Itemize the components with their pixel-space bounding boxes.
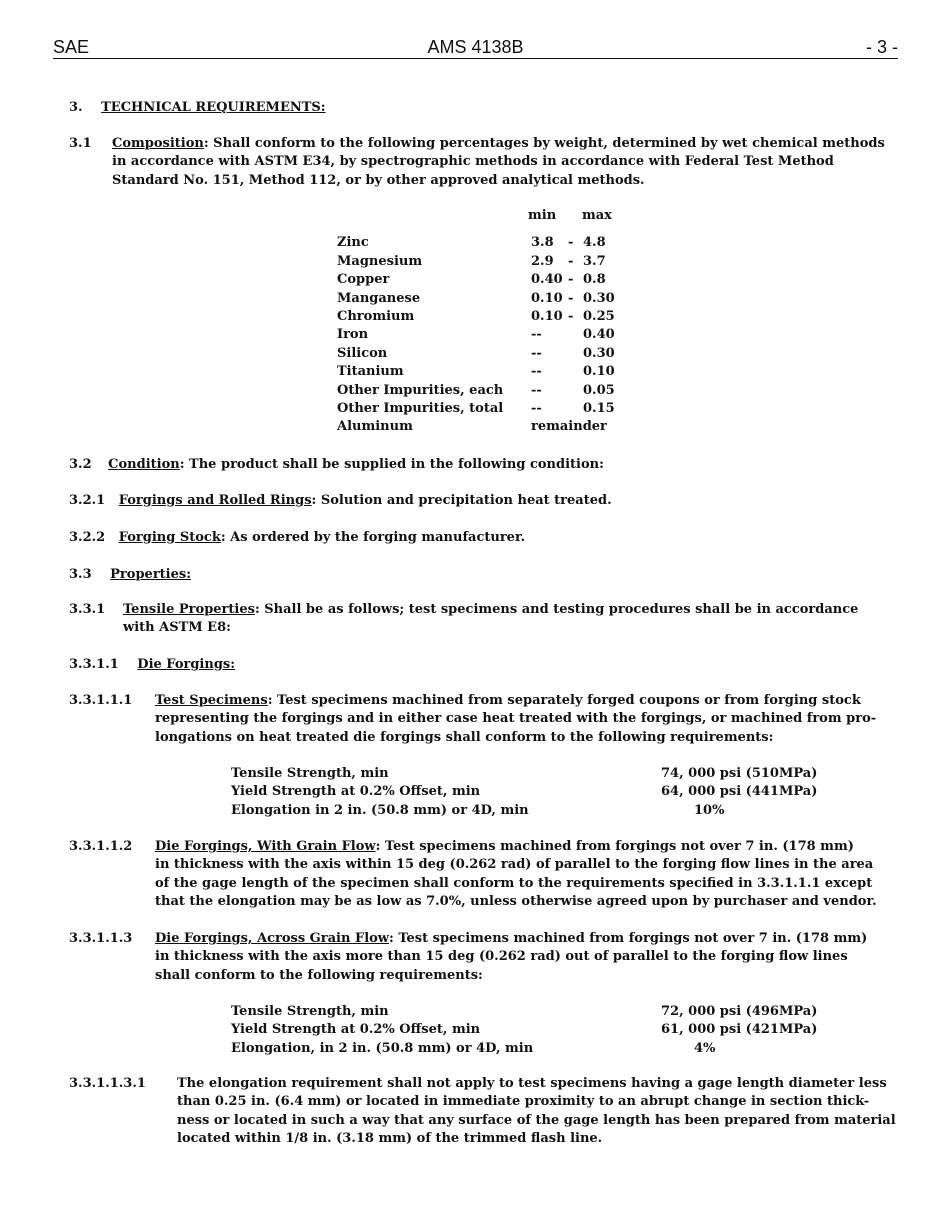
section-3-2-2: 3.2.2 Forging Stock: As ordered by the forging manufacturer.	[69, 530, 526, 545]
requirement-label: Tensile Strength, min	[231, 1004, 389, 1019]
max-value: 0.15	[583, 400, 615, 416]
table-row	[231, 1021, 851, 1039]
section-number: 3.2	[69, 457, 92, 472]
section-number: 3.1	[69, 136, 92, 151]
requirement-label: Yield Strength at 0.2% Offset, min	[231, 1022, 481, 1038]
section-3	[69, 99, 326, 117]
element-name: Manganese	[337, 290, 421, 306]
composition-row	[337, 234, 637, 252]
composition-row	[337, 326, 637, 344]
element-name: Titanium	[337, 364, 404, 380]
requirement-value: 10%	[694, 802, 725, 818]
requirements-table-1	[231, 765, 851, 820]
composition-row	[337, 290, 637, 308]
max-value: 0.25	[583, 308, 615, 324]
section-title: Test Specimens	[155, 693, 268, 708]
section-title: Die Forgings:	[137, 657, 236, 672]
section-title: Die Forgings, With Grain Flow	[155, 839, 376, 854]
element-name: Iron	[337, 327, 369, 343]
composition-row	[337, 345, 637, 363]
composition-row	[337, 382, 637, 400]
table-row	[231, 1040, 851, 1058]
section-number: 3.3.1	[69, 602, 106, 617]
table-header	[337, 207, 637, 225]
requirement-value: 72, 000 psi (496MPa)	[661, 1004, 818, 1019]
max-value: 0.30	[583, 345, 615, 361]
section-number: 3.3.1.1.1	[69, 693, 133, 708]
section-3-2: 3.2 Condition: The product shall be supplied in the following condition:	[69, 457, 604, 472]
element-name: Chromium	[337, 308, 415, 324]
element-name: Zinc	[337, 235, 369, 251]
max-value: 3.7	[583, 253, 606, 269]
min-value: 0.40	[531, 272, 563, 288]
composition-row	[337, 418, 637, 436]
max-value: 0.10	[583, 364, 615, 380]
table-row	[231, 1003, 851, 1021]
requirement-label: Tensile Strength, min	[231, 766, 389, 781]
max-value: 4.8	[583, 235, 606, 251]
table-row	[231, 783, 851, 801]
requirements-table-2	[231, 1003, 851, 1058]
min-value: 2.9	[531, 253, 554, 269]
section-number: 3.3.1.1	[69, 657, 119, 672]
section-text: The elongation requirement shall not apply to test specimens having a gage length diameter less than 0.25 in. (6.4 mm) or located in immediate proximity to an abrupt change in section thick- ness or located in such a way that any surface of the gage length has been prepared from material located within 1/8 in. (3.18 mm) of the trimmed flash line.	[177, 1076, 896, 1146]
section-number: 3.3	[69, 567, 92, 582]
section-number: 3.	[69, 100, 83, 115]
section-title: TECHNICAL REQUIREMENTS:	[101, 100, 326, 115]
section-text: Test Specimens: Test specimens machined from separately forged coupons or from forging stock representing the forgings and in either case heat treated with the forgings, or machined from pro- longations on heat treated die forgings shall conform to the following requirements:	[155, 693, 877, 745]
element-name: Silicon	[337, 345, 388, 361]
max-value: 0.05	[583, 382, 615, 398]
max-value: 0.40	[583, 327, 615, 343]
composition-row	[337, 308, 637, 326]
min-value: --	[531, 364, 542, 380]
range-separator: -	[568, 290, 574, 306]
element-name: Other Impurities, total	[337, 400, 504, 416]
section-title: Composition	[112, 136, 204, 151]
section-number: 3.3.1.1.2	[69, 839, 133, 854]
range-separator: -	[568, 253, 574, 269]
min-value: --	[531, 400, 542, 416]
section-number: 3.2.2	[69, 530, 106, 545]
section-title: Tensile Properties	[123, 602, 255, 617]
section-text: Die Forgings, Across Grain Flow: Test specimens machined from forgings not over 7 in. (178 mm) in thickness with the axis more than 15 deg (0.262 rad) out of parallel to the forging flow lines shall conform to the following requirements:	[155, 931, 868, 983]
min-value: remainder	[531, 419, 607, 435]
composition-table	[337, 207, 637, 437]
requirement-value: 64, 000 psi (441MPa)	[661, 784, 818, 800]
table-row	[231, 802, 851, 820]
range-separator: -	[568, 272, 574, 288]
requirement-value: 4%	[694, 1040, 716, 1056]
requirement-value: 61, 000 psi (421MPa)	[661, 1022, 818, 1038]
min-value: 0.10	[531, 290, 563, 306]
section-text: Tensile Properties: Shall be as follows; test specimens and testing procedures shall be in accordance with ASTM E8:	[123, 602, 859, 636]
header-spec-number: AMS 4138B	[427, 37, 524, 57]
composition-row	[337, 271, 637, 289]
range-separator: -	[568, 235, 574, 251]
composition-row	[337, 400, 637, 418]
section-text: Composition: Shall conform to the following percentages by weight, determined by wet chemical methods in accordance with ASTM E34, by spectrographic methods in accordance with Federal Test Method Standard No. 151, Method 112, or by other approved analytical methods.	[112, 136, 885, 188]
header-page-number: - 3 -	[865, 37, 898, 57]
requirement-label: Elongation, in 2 in. (50.8 mm) or 4D, min	[231, 1040, 534, 1056]
min-value: 3.8	[531, 235, 554, 251]
range-separator: -	[568, 308, 574, 324]
section-text: Die Forgings, With Grain Flow: Test specimens machined from forgings not over 7 in. (178 mm) in thickness with the axis within 15 deg (0.262 rad) of parallel to the forging flow lines in the area of the gage length of the specimen shall conform to the requirements specified in 3.3.1.1.1 except that the elongation may be as low as 7.0%, unless otherwise agreed upon by purchaser and vendor.	[155, 839, 877, 909]
section-3-3	[69, 566, 191, 584]
column-header-min: min	[528, 208, 557, 223]
section-number: 3.3.1.1.3.1	[69, 1076, 146, 1091]
section-3-2-1: 3.2.1 Forgings and Rolled Rings: Solution and precipitation heat treated.	[69, 493, 612, 508]
section-title: Forging Stock	[118, 530, 221, 545]
max-value: 0.30	[583, 290, 615, 306]
min-value: --	[531, 345, 542, 361]
composition-row	[337, 253, 637, 271]
min-value: 0.10	[531, 308, 563, 324]
max-value: 0.8	[583, 272, 606, 288]
element-name: Copper	[337, 272, 390, 288]
requirement-value: 74, 000 psi (510MPa)	[661, 766, 818, 781]
table-row	[231, 765, 851, 783]
element-name: Other Impurities, each	[337, 382, 504, 398]
section-title: Condition	[108, 457, 180, 472]
requirement-label: Elongation in 2 in. (50.8 mm) or 4D, min	[231, 802, 529, 818]
header-org: SAE	[53, 37, 90, 57]
element-name: Magnesium	[337, 253, 423, 269]
page-header	[53, 36, 898, 59]
requirement-label: Yield Strength at 0.2% Offset, min	[231, 784, 481, 800]
section-title: Forgings and Rolled Rings	[118, 493, 312, 508]
section-title: Properties:	[110, 567, 191, 582]
element-name: Aluminum	[337, 419, 413, 435]
column-header-max: max	[582, 208, 612, 223]
min-value: --	[531, 327, 542, 343]
composition-row	[337, 363, 637, 381]
section-title: Die Forgings, Across Grain Flow	[155, 931, 389, 946]
section-number: 3.2.1	[69, 493, 106, 508]
section-number: 3.3.1.1.3	[69, 931, 133, 946]
section-3-3-1-1	[69, 656, 235, 674]
min-value: --	[531, 382, 542, 398]
